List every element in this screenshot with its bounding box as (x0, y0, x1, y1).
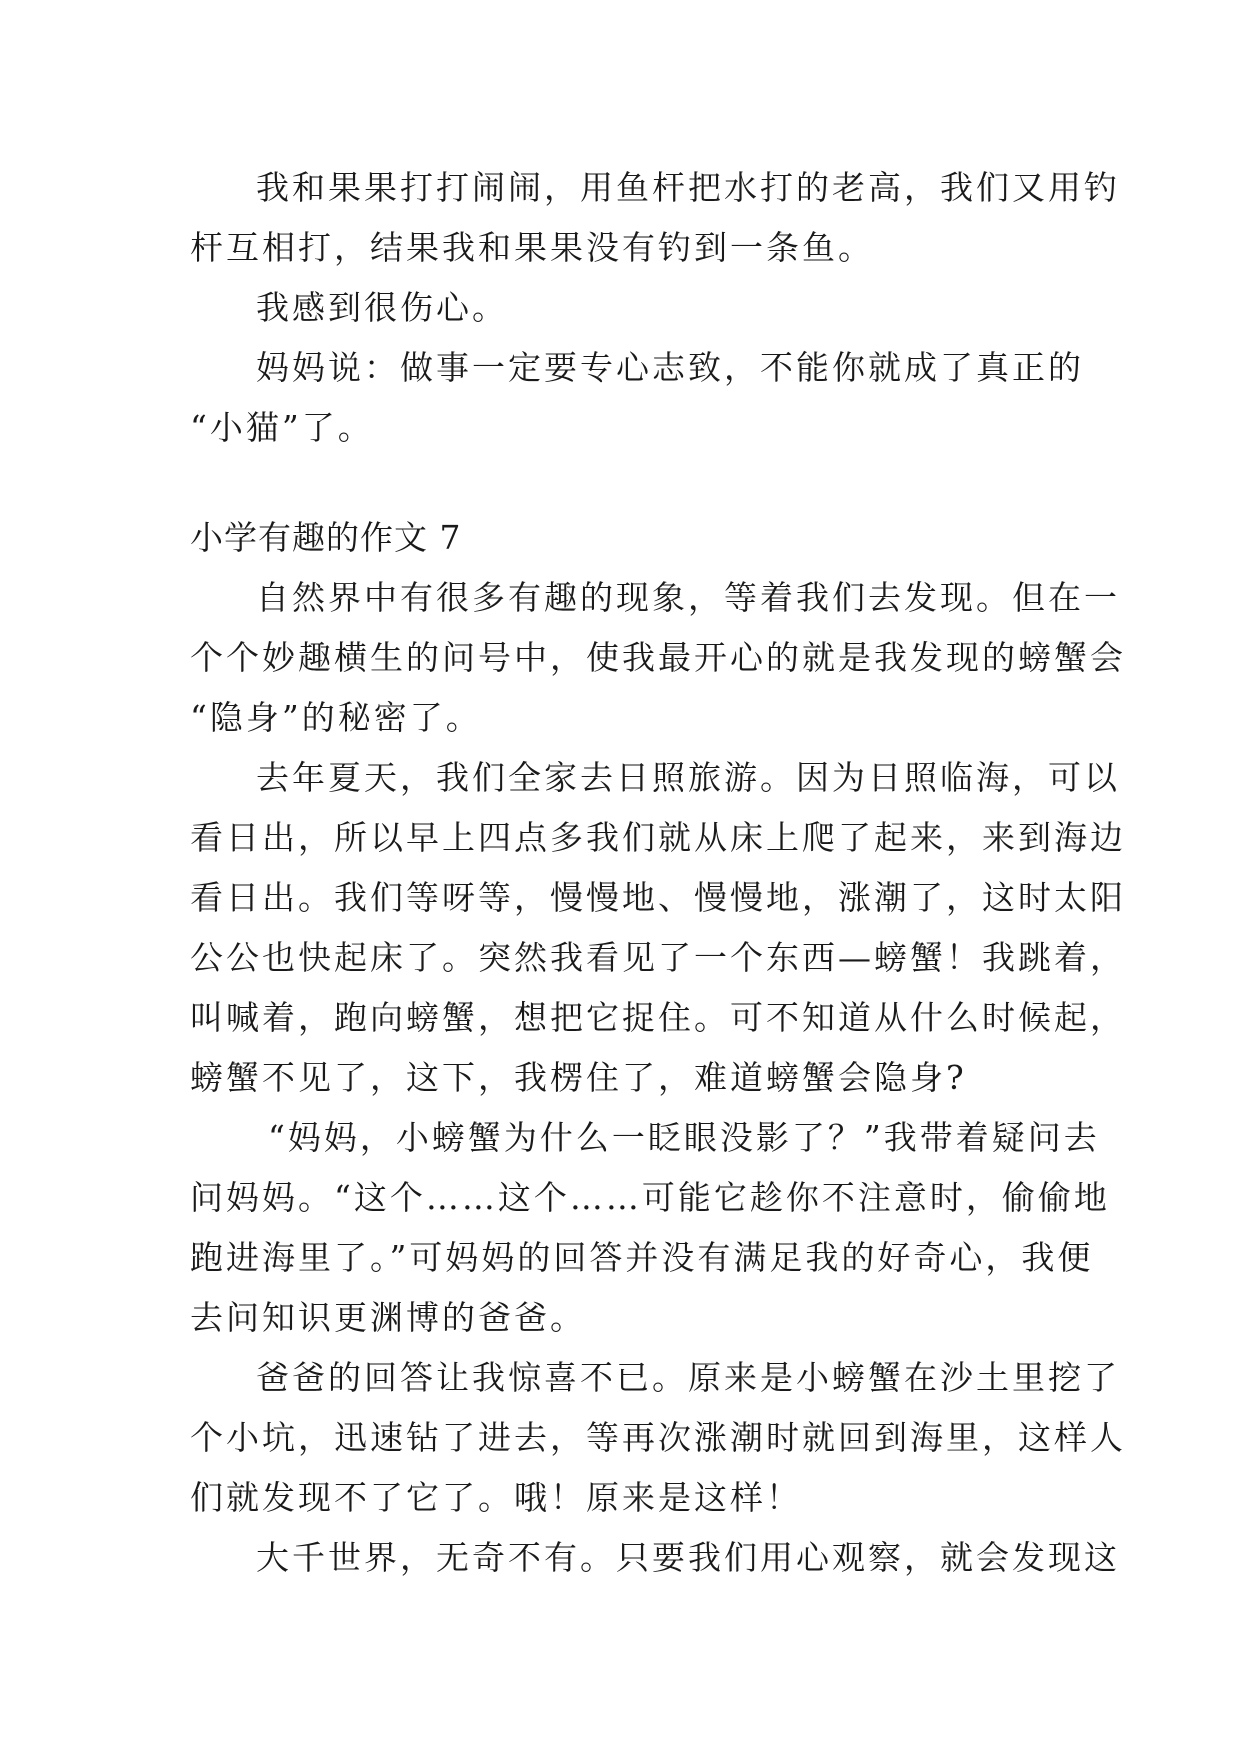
paragraph-line: 看日出，所以早上四点多我们就从床上爬了起来，来到海边 (190, 818, 1126, 857)
paragraph-line: 跑进海里了。”可妈妈的回答并没有满足我的好奇心，我便 (190, 1238, 1094, 1277)
paragraph-line: “隐身”的秘密了。 (190, 698, 482, 737)
paragraph-line: 爸爸的回答让我惊喜不已。原来是小螃蟹在沙土里挖了 (256, 1358, 1120, 1397)
paragraph-line: 自然界中有很多有趣的现象，等着我们去发现。但在一 (256, 578, 1120, 617)
paragraph-line: 看日出。我们等呀等，慢慢地、慢慢地，涨潮了，这时太阳 (190, 878, 1126, 917)
paragraph-line: 公公也快起床了。突然我看见了一个东西—螃蟹！我跳着， (190, 938, 1126, 977)
paragraph-line: 叫喊着，跑向螃蟹，想把它捉住。可不知道从什么时候起， (190, 998, 1126, 1037)
paragraph-line: 杆互相打，结果我和果果没有钓到一条鱼。 (190, 228, 874, 267)
paragraph-line: 螃蟹不见了，这下，我楞住了，难道螃蟹会隐身? (190, 1058, 967, 1097)
paragraph-line: 大千世界，无奇不有。只要我们用心观察，就会发现这 (256, 1538, 1120, 1577)
section-heading: 小学有趣的作文 7 (190, 518, 462, 557)
paragraph-line: “小猫”了。 (190, 408, 374, 447)
paragraph-line: 个个妙趣横生的问号中，使我最开心的就是我发现的螃蟹会 (190, 638, 1126, 677)
paragraph-line: 问妈妈。“这个……这个……可能它趁你不注意时，偷偷地 (190, 1178, 1110, 1217)
paragraph-line: 们就发现不了它了。哦！原来是这样！ (190, 1478, 802, 1517)
paragraph-line: 个小坑，迅速钻了进去，等再次涨潮时就回到海里，这样人 (190, 1418, 1126, 1457)
paragraph-line: 妈妈说：做事一定要专心志致，不能你就成了真正的 (256, 348, 1084, 387)
paragraph-line: “妈妈，小螃蟹为什么一眨眼没影了？”我带着疑问去 (268, 1118, 1100, 1157)
paragraph-line: 去问知识更渊博的爸爸。 (190, 1298, 586, 1337)
paragraph-line: 去年夏天，我们全家去日照旅游。因为日照临海，可以 (256, 758, 1120, 797)
paragraph-line: 我感到很伤心。 (256, 288, 508, 327)
paragraph-line: 我和果果打打闹闹，用鱼杆把水打的老高，我们又用钓 (256, 168, 1120, 207)
